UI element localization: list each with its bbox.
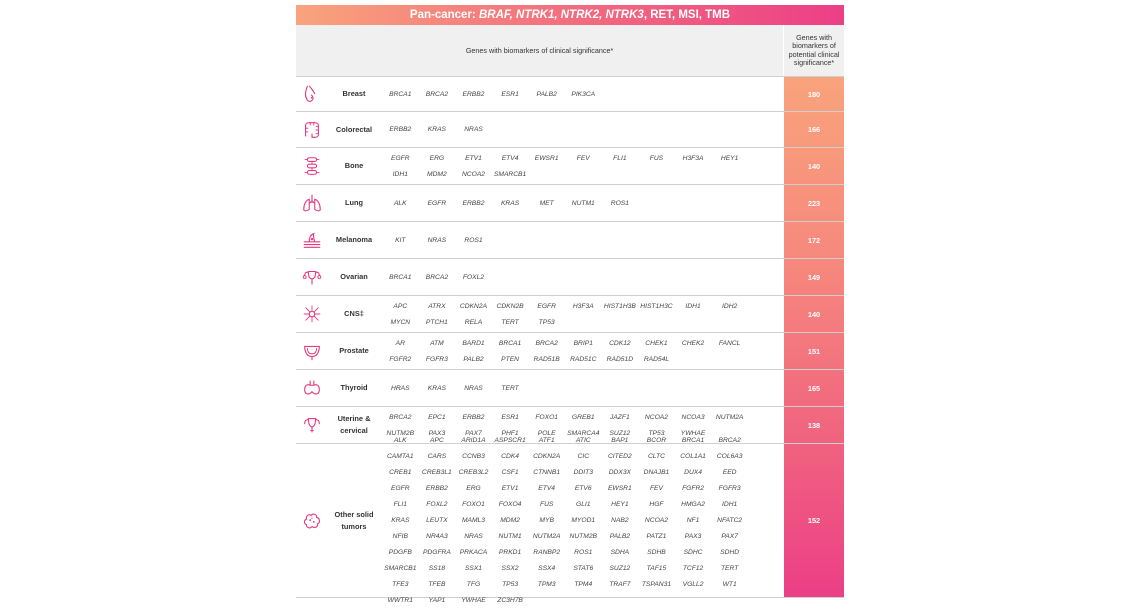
header-clinical-significance: Genes with biomarkers of clinical significance* [296,25,783,76]
banner-italic-genes: BRAF, NTRK1, NTRK2, NTRK3 [478,9,644,21]
gene-name: NUTM2A [715,413,744,421]
table-row [296,222,844,259]
gene-name: CARS [427,453,447,460]
gene-name: CAMTA1 [386,453,414,460]
gene-name: JAZF1 [610,413,630,421]
gene-name: KRAS [427,384,446,392]
gene-name: TP53 [538,318,555,326]
gene-name: BCOR [646,437,667,444]
gene-name: TPM3 [537,581,556,588]
gene-name: PAX3 [428,429,446,437]
gene-name: YAP1 [428,597,446,604]
gene-name: TP53 [502,581,519,588]
gene-name: DDX3X [608,469,632,476]
gene-name: BRCA1 [389,273,412,281]
cancer-type-label: Prostate [339,346,369,356]
gene-name: PALB2 [609,533,631,540]
gene-name: PAX7 [721,533,738,540]
gene-name: EWSR1 [534,154,559,162]
gene-name: LEUTX [426,517,448,524]
gene-name: VGLL2 [682,581,704,588]
gene-name: SUZ12 [609,429,631,437]
gene-name: CLTC [647,453,665,460]
gene-name: SDHB [647,549,666,556]
gene-name: ATM [430,339,444,347]
gene-name: NCOA2 [644,413,668,421]
gene-name: COL6A3 [716,453,743,460]
gene-name: ETV6 [574,485,592,492]
cancer-type-label: Thyroid [340,383,368,393]
gene-name: PAX7 [465,429,482,437]
gene-name: HIST1H3C [640,302,673,310]
gene-name: CTNNB1 [533,469,561,476]
gene-name: ATRX [428,302,446,310]
gene-name: CDKN2A [533,453,561,460]
gene-name: WWTR1 [387,597,413,604]
potential-gene-count: 140 [784,148,844,184]
gene-name: FEV [649,485,663,492]
gene-name: TRAF7 [609,581,631,588]
gene-name: APC [393,302,408,310]
gene-name: NRAS [464,533,483,540]
gene-name: MDM2 [427,170,447,178]
gene-name: FGFR2 [389,355,412,363]
gene-name: NAB2 [611,517,629,524]
colon-icon [296,112,328,147]
gene-name: ROS1 [610,199,629,207]
gene-name: CHEK2 [681,339,705,347]
gene-list [380,333,784,369]
gene-name: CIC [577,453,590,460]
gene-name: ATIC [575,437,591,444]
potential-gene-count: 138 [784,407,844,443]
gene-name: GREB1 [571,413,595,421]
table-row [296,76,844,112]
gene-name: APC [430,437,444,444]
gene-name: CREB1 [389,469,412,476]
gene-name: PAX3 [684,533,702,540]
gene-name: ASPSCR1 [494,437,526,444]
gene-name: TAF15 [646,565,667,572]
cancer-type-label: Bone [344,161,364,171]
gene-name: FANCL [718,339,741,347]
gene-name: FEV [576,154,590,162]
gene-name: PATZ1 [646,533,667,540]
gene-name: BRCA2 [389,413,412,421]
gene-name: NCOA3 [681,413,705,421]
gene-name: FOXO1 [535,413,558,421]
potential-gene-count: 152 [784,444,844,597]
gene-name: CSF1 [501,469,519,476]
gene-name: ATF1 [538,437,555,444]
banner-prefix: Pan-cancer: [409,9,476,21]
table-row [296,296,844,333]
gene-name: EGFR [391,154,410,162]
gene-name: DUX4 [684,469,702,476]
gene-name: TP53 [648,429,665,437]
table-row [296,370,844,407]
gene-name: TFE3 [392,581,409,588]
gene-name: MYB [539,517,554,524]
gene-name: H3F3A [682,154,704,162]
gene-name: CCNB3 [462,453,485,460]
gene-name: KIT [395,236,406,244]
gene-name: EGFR [391,485,410,492]
gene-name: NCOA2 [644,517,668,524]
gene-name: FLI1 [613,154,627,162]
gene-name: CREB3L1 [422,469,452,476]
gene-name: ALK [393,437,407,444]
gene-name: ROS1 [464,236,483,244]
gene-name: BRCA2 [425,273,449,281]
gene-name: TERT [501,384,519,392]
cancer-type-label: Other solid tumors [334,509,374,531]
gene-name: ETV4 [538,485,556,492]
thyroid-icon [296,370,328,406]
gene-name: BAP1 [611,437,629,444]
gene-name: SDHC [683,549,703,556]
gene-name: KRAS [391,517,410,524]
gene-name: PDGFB [388,549,412,556]
gene-name: NUTM1 [498,533,522,540]
pan-cancer-banner [296,5,844,25]
bone-icon [296,148,328,184]
gene-name: ERG [429,154,445,162]
lungs-icon [296,185,328,221]
gene-name: EED [722,469,737,476]
gene-name: PDGFRA [422,549,451,556]
gene-name: MAML3 [461,517,485,524]
gene-name: PRKACA [459,549,488,556]
gene-name: PALB2 [463,355,484,363]
gene-list [380,185,784,221]
potential-gene-count: 140 [784,296,844,332]
table-row [296,148,844,185]
gene-name: CREB3L2 [458,469,489,476]
gene-name: AR [395,339,405,347]
gene-name: BRCA1 [681,437,705,444]
gene-name: DDIT3 [573,469,593,476]
gene-name: HRAS [391,384,410,392]
gene-name: EPC1 [428,413,446,421]
gene-name: RELA [464,318,483,326]
gene-name: ARID1A [461,437,486,444]
gene-name: BRCA2 [535,339,558,347]
gene-name: NR4A3 [426,533,448,540]
potential-gene-count: 166 [784,112,844,147]
gene-list [380,77,784,111]
gene-name: BRIP1 [573,339,593,347]
gene-name: NF1 [686,517,700,524]
gene-name: SMARCB1 [493,170,527,178]
gene-name: ETV4 [501,154,519,162]
gene-name: NFATC2 [717,517,743,524]
gene-name: STAT6 [573,565,594,572]
table-row [296,185,844,222]
gene-name: ERG [466,485,481,492]
gene-name: MDM2 [500,517,520,524]
gene-name: FGFR3 [718,485,741,492]
cancer-type-label: Ovarian [340,272,368,282]
gene-name: CHEK1 [645,339,668,347]
potential-gene-count: 151 [784,333,844,369]
neuron-icon [296,296,328,332]
gene-name: GLI1 [576,501,591,508]
gene-name: SDHA [610,549,630,556]
gene-name: RAD51C [570,355,597,363]
gene-name: BRCA1 [389,90,412,98]
gene-name: NRAS [427,236,447,244]
gene-name: COL1A1 [680,453,706,460]
table-row [296,437,844,604]
potential-gene-count: 165 [784,370,844,406]
gene-name: BRCA2 [718,437,741,444]
gene-name: PRKD1 [498,549,522,556]
gene-name: RANBP2 [533,549,561,556]
gene-name: FUS [649,154,664,162]
gene-name: EWSR1 [607,485,632,492]
gene-name: PTEN [501,355,519,363]
gene-name: SSX1 [464,565,483,572]
gene-name: NRAS [464,384,483,392]
gene-name: IDH1 [392,170,408,178]
gene-name: FLI1 [393,501,407,508]
gene-list [380,259,784,295]
table-header [296,25,844,76]
gene-list [380,112,784,147]
uterine-icon [296,407,328,443]
biomarker-table [296,5,844,604]
gene-name: MYOD1 [571,517,596,524]
gene-name: NRAS [464,126,483,133]
gene-name: CDK4 [501,453,519,460]
gene-list [380,222,784,258]
gene-name: YWHAE [461,597,486,604]
gene-name: ROS1 [574,549,593,556]
banner-suffix: , RET, MSI, TMB [643,9,731,21]
gene-name: IDH2 [722,302,738,310]
gene-name: NCOA2 [461,170,485,178]
uterus-icon [296,259,328,295]
gene-name: FOXO1 [462,501,485,508]
table-body [296,76,844,604]
skin-icon [296,222,328,258]
gene-name: IDH1 [685,302,701,310]
table-row [296,259,844,296]
gene-name: TFG [466,581,481,588]
gene-name: TERT [501,318,519,326]
table-row [296,333,844,370]
gene-name: ESR1 [501,90,519,98]
gene-name: PALB2 [536,90,557,98]
gene-name: KRAS [427,126,446,133]
gene-name: ERBB2 [462,413,485,421]
gene-name: NFIB [392,533,408,540]
gene-name: SSX2 [501,565,519,572]
gene-list [380,437,784,604]
gene-name: ETV1 [465,154,482,162]
gene-name: KRAS [500,199,520,207]
cancer-type-label: Lung [344,198,364,208]
cancer-type-label: Colorectal [335,124,373,134]
gene-name: TCF12 [682,565,704,572]
gene-name: TERT [720,565,739,572]
gene-name: RAD51D [606,355,634,363]
gene-name: SMARCA4 [567,429,600,437]
gene-list [380,148,784,184]
gene-name: RAD51B [533,355,560,363]
gene-name: PTCH1 [425,318,448,326]
gene-name: RAD54L [643,355,670,363]
gene-name: WT1 [722,581,737,588]
gene-name: IDH1 [722,501,738,508]
gene-name: TSPAN31 [641,581,672,588]
cancer-type-label: CNS‡ [344,309,364,319]
prostate-icon [296,333,328,369]
gene-name: TPM4 [574,581,593,588]
cancer-type-label: Uterine & cervical [337,414,371,435]
gene-name: ALK [393,199,407,207]
header-potential-significance: Genes with biomarkers of potential clinical significance* [783,25,844,76]
breast-icon [296,77,328,111]
gene-name: FGFR2 [682,485,704,492]
gene-name: NUTM1 [571,199,595,207]
gene-name: ESR1 [501,413,519,421]
potential-gene-count: 180 [784,77,844,111]
gene-name: BRCA2 [425,90,449,98]
potential-gene-count: 172 [784,222,844,258]
gene-name: POLE [537,429,556,437]
potential-gene-count: 223 [784,185,844,221]
gene-name: NUTM2B [386,429,415,437]
cancer-type-label: Breast [342,89,366,99]
gene-name: MET [539,199,554,207]
gene-list [380,370,784,406]
gene-name: ERBB2 [462,90,485,98]
gene-name: FOXL2 [426,501,448,508]
potential-gene-count: 149 [784,259,844,295]
tumor-icon [296,444,328,597]
gene-name: PIK3CA [571,90,596,98]
gene-name: NUTM2A [532,533,561,540]
cancer-type-label: Melanoma [335,235,373,245]
gene-name: HIST1H3B [603,302,636,310]
gene-name: DNAJB1 [643,469,670,476]
gene-name: SUZ12 [609,565,631,572]
gene-name: H3F3A [572,302,594,310]
gene-name: BRCA1 [498,339,522,347]
gene-name: FOXL2 [462,273,485,281]
gene-name: ERBB2 [425,485,448,492]
gene-name: NUTM2B [569,533,598,540]
gene-name: HEY1 [611,501,629,508]
gene-name: CDKN2A [459,302,488,310]
gene-name: FGFR3 [425,355,448,363]
gene-name: CDK12 [609,339,631,347]
gene-name: BARD1 [462,339,485,347]
gene-name: EGFR [537,302,556,310]
gene-name: CITED2 [607,453,632,460]
gene-name: YWHAE [680,429,706,437]
gene-name: ERBB2 [462,199,485,207]
gene-name: HMGA2 [681,501,705,508]
gene-name: MYCN [390,318,411,326]
gene-name: CDKN2B [496,302,524,310]
gene-name: SDHD [720,549,740,556]
gene-name: SSX4 [538,565,556,572]
gene-name: TFEB [428,581,446,588]
gene-name: FOXO4 [498,501,522,508]
gene-name: ZC3H7B [497,597,523,604]
gene-name: HGF [649,501,664,508]
gene-name: ETV1 [501,485,519,492]
gene-name: SS18 [428,565,446,572]
gene-name: PHF1 [501,429,519,437]
gene-name: EGFR [427,199,447,207]
gene-list [380,296,784,332]
gene-name: SMARCB1 [384,565,417,572]
table-row [296,112,844,148]
gene-name: ERBB2 [389,126,412,133]
gene-name: FUS [539,501,554,508]
gene-name: HEY1 [720,154,739,162]
